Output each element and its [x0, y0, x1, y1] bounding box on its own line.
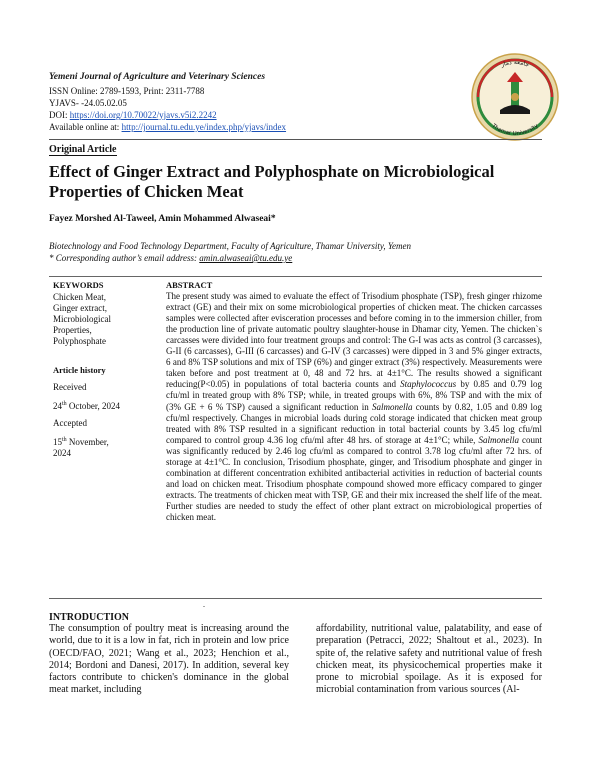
abstract-part: The present study was aimed to evaluate the effect of Trisodium phosphate (TSP), fresh ginger rhizome extract (GE) and their mix on some microbiological properties of chicken meat. The chicken carcasses samples were collected after evisceration processes and before coming in to the immersion chiller, from the production line of private automatic poultry slaughter-house in Dhamar city, Yemen. The chicken`s carcasses were divided into four treatment groups and control: The G-I was acts as control (3 carcasses), G-II (6 carcasses), G-III (6 carcasses) and G-IV (3 carcasses) were dipped in 3 and 5% ginger extracts, 6 and 8% TSP solutions and mix of TSP (6%) and ginger extract (3%) respectively. Measurements were taken before and post treatment at 0, 48 and 72 hrs. at 4±1°C. The results showed a significant reducing(P<0.05) in populations of total bacteria counts and [166, 291, 542, 390]
abstract-species: Staphylococcus [400, 379, 457, 390]
accepted-year: 2024 [53, 448, 71, 458]
doi-line [49, 110, 217, 121]
keyword-item: Microbiological [53, 314, 111, 324]
abstract-part: by 0.85 and 0.79 log cfu/ml in treated group with 8% TSP; while, in treated groups with 6%, 8% TSP and with the mix of (3% GE + 6 % TSP) caused a significant reduction in [166, 379, 542, 412]
doi-label: DOI: [49, 110, 70, 120]
received-month-year: October, 2024 [66, 401, 121, 411]
corresponding-label: * Corresponding author’s email address: [49, 253, 200, 263]
keyword-item: Ginger extract, [53, 303, 107, 313]
abstract-heading: ABSTRACT [166, 280, 213, 290]
abstract-species: Salmonella [372, 401, 413, 412]
history-heading: Article history [53, 365, 106, 375]
introduction-heading: INTRODUCTION [49, 612, 130, 623]
affiliation-block [49, 240, 411, 264]
corresponding-author [49, 252, 411, 264]
abstract-text [166, 291, 542, 523]
abstract-bottom-divider [49, 598, 542, 599]
university-logo [470, 52, 560, 142]
abstract-part: counts by 0.82, 1.05 and 0.89 log cfu/ml respectively. Changes in microbial loads during cold storage indicated that chicken meat group treated with 8% TSP resulted in a significant reduction in total bacterial counts by 3.45 log cfu/ml compared to control group 4.36 log cfu/ml after 48 hrs. of storage at 4±1°C; while, [166, 401, 542, 445]
doi-link[interactable]: https://doi.org/10.70022/yjavs.v5i2.2242 [69, 110, 217, 120]
journal-url-link[interactable]: http://journal.tu.edu.ye/index.php/yjavs/index [121, 122, 287, 132]
keyword-item: Properties, [53, 325, 92, 335]
logo-english-text: Thamar University [490, 123, 540, 138]
keyword-item: Polyphosphate [53, 336, 106, 346]
abstract-block [166, 280, 542, 523]
accepted-label: Accepted [53, 418, 87, 428]
keywords-heading: KEYWORDS [53, 280, 104, 290]
accepted-day: 15 [53, 437, 62, 447]
journal-name: Yemeni Journal of Agriculture and Veterinary Sciences [49, 72, 266, 82]
title-line-2: Properties of Chicken Meat [49, 182, 244, 201]
introduction-column-1: The consumption of poultry meat is increasing around the world, due to it is a low in fat, rich in protein and low price (OECD/FAO, 2021; Wang et al., 2023; Henchion et al., 2014; Bordoni and Danesi, 2017). In addition, several key factors contribute to chicken's dominance in the global meat market, including [49, 623, 289, 696]
accepted-month: November, [66, 437, 109, 447]
authors: Fayez Morshed Al-Taweel, Amin Mohammed Alwaseai* [49, 214, 276, 224]
logo-arabic-text: جامعة ذمار [499, 58, 531, 69]
abstract-top-divider [49, 276, 542, 277]
article-title [49, 162, 549, 202]
received-suffix: th [62, 401, 67, 407]
issn-line: ISSN Online: 2789-1593, Print: 2311-7788 [49, 86, 205, 96]
available-label: Available online at: [49, 122, 122, 132]
yjavs-code: YJAVS- -24.05.02.05 [49, 98, 127, 108]
received-day: 24 [53, 401, 62, 411]
abstract-part: count was significantly reduced by 2.46 log cfu/ml as compared to control 3.78 log cfu/ml after 72 hrs. of storage at 4±1°C. In conclusion, Trisodium phosphate, ginger, and Trisodium phosphate and ginger in combination at different concentration exhibited antibacterial activities in reduction of bacterial counts and load on chicken meat. Trisodium phosphate compound showed more efficacy compared to ginger extracts. The treatments of chicken meat with TSP, GE and their mix increased the shelf life of the meat. Further studies are needed to study the effect of other plant extract on microbiological properties of chicken meat. [166, 434, 542, 522]
keywords-sidebar [53, 280, 153, 459]
corresponding-email[interactable]: amin.alwaseai@tu.edu.ye [199, 253, 293, 263]
received-date [53, 399, 153, 412]
affiliation: Biotechnology and Food Technology Department, Faculty of Agriculture, Thamar University, Yemen [49, 241, 412, 251]
abstract-species: Salmonella [478, 434, 519, 445]
introduction-column-2: affordability, nutritional value, palatability, and ease of preparation (Petracci, 2022; Shaltout et al., 2023). In spite of, the relative safety and nutritional value of fresh chicken meat, its physicochemical properties make it prone to microbial spoilage. As it is exposed for microbial contamination from various sources (Al- [316, 623, 542, 696]
title-line-1: Effect of Ginger Extract and Polyphosphate on Microbiological [49, 162, 495, 181]
received-label: Received [53, 382, 87, 392]
available-line [49, 122, 286, 133]
accepted-date [53, 435, 153, 448]
article-type: Original Article [49, 144, 117, 155]
accepted-suffix: th [62, 437, 67, 443]
keyword-item: Chicken Meat, [53, 292, 106, 302]
header-divider [49, 139, 542, 140]
separator-dot: . [203, 600, 205, 609]
